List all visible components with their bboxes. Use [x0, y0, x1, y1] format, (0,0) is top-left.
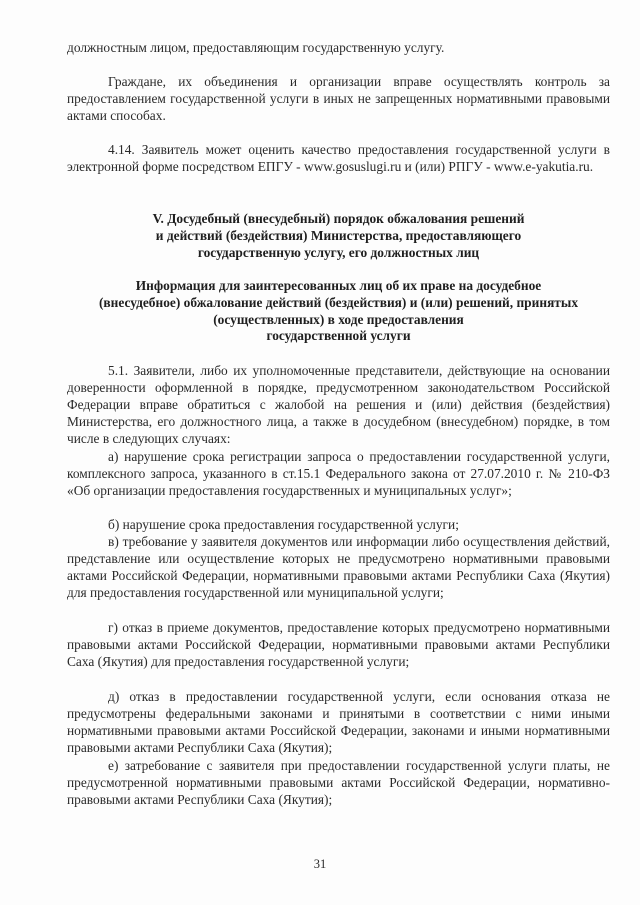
subsection-title: [67, 278, 610, 345]
list-item-g: г) отказ в приеме документов, предоставление которых предусмотрено нормативными правовыми актами Российской Федерации, нормативными правовыми актами Республики Саха (Якутия) для предоставления государственной услуги;: [67, 620, 610, 669]
subsection-title-line: Информация для заинтересованных лиц об их праве на досудебное: [135, 278, 542, 293]
page-number: 31: [313, 857, 327, 871]
subsection-title-line: государственной услуги: [266, 328, 411, 344]
section-title-line: и действий (бездействия) Министерства, предоставляющего: [155, 227, 522, 243]
paragraph-citizens: Граждане, их объединения и организации вправе осуществлять контроль за предоставлением государственной услуги в иных не запрещенных нормативными правовыми актами способах.: [67, 74, 610, 123]
list-item-d: д) отказ в предоставлении государственной услуги, если основания отказа не предусмотрены федеральными законами и принятыми в соответствии с ними иными нормативными правовыми актами Российской Федерации, законами и иными нормативными правовыми актами Республики Саха (Якутия);: [67, 689, 610, 755]
paragraph-top: должностным лицом, предоставляющим государственную услугу.: [67, 40, 445, 55]
paragraph-5-1: 5.1. Заявители, либо их уполномоченные представители, действующие на основании доверенности оформленной в порядке, предусмотренном законодательством Российской Федерации вправе обратиться с жалобой на решения и (или) действия (бездействия) Министерства, его должностного лица, а также в досудебном (внесудебном) порядке, в том числе в следующих случаях:: [67, 363, 610, 446]
list-item-a: а) нарушение срока регистрации запроса о предоставлении государственной услуги, комплексного запроса, указанного в ст.15.1 Федерального закона от 27.07.2010 г. № 210-ФЗ «Об организации предоставления государственных и муниципальных услуг»;: [67, 449, 610, 498]
list-item-v: в) требование у заявителя документов или информации либо осуществления действий, представление или осуществление которых не предусмотрено нормативными правовыми актами Российской Федерации, нормативными правовыми актами Республики Саха (Якутия) для предоставления государственной или муниципальной услуги;: [67, 534, 610, 600]
paragraph-4-14: 4.14. Заявитель может оценить качество предоставления государственной услуги в электронной форме посредством ЕПГУ - www.gosuslugi.ru и (или) РПГУ - www.e-yakutia.ru.: [67, 142, 610, 174]
section-title: [67, 211, 610, 261]
section-title-line: V. Досудебный (внесудебный) порядок обжалования решений: [152, 211, 525, 226]
list-item-b: б) нарушение срока предоставления государственной услуги;: [108, 517, 459, 532]
subsection-title-line: (внесудебное) обжалование действий (бездействия) и (или) решений, принятых: [98, 294, 579, 310]
subsection-title-line: (осуществленных) в ходе предоставления: [213, 311, 464, 327]
section-title-line: государственную услугу, его должностных лиц: [197, 244, 480, 260]
list-item-e: е) затребование с заявителя при предоставлении государственной услуги платы, не предусмотренной нормативными правовыми актами Российской Федерации, нормативно-правовыми актами Республики Саха (Якутия);: [67, 758, 610, 807]
